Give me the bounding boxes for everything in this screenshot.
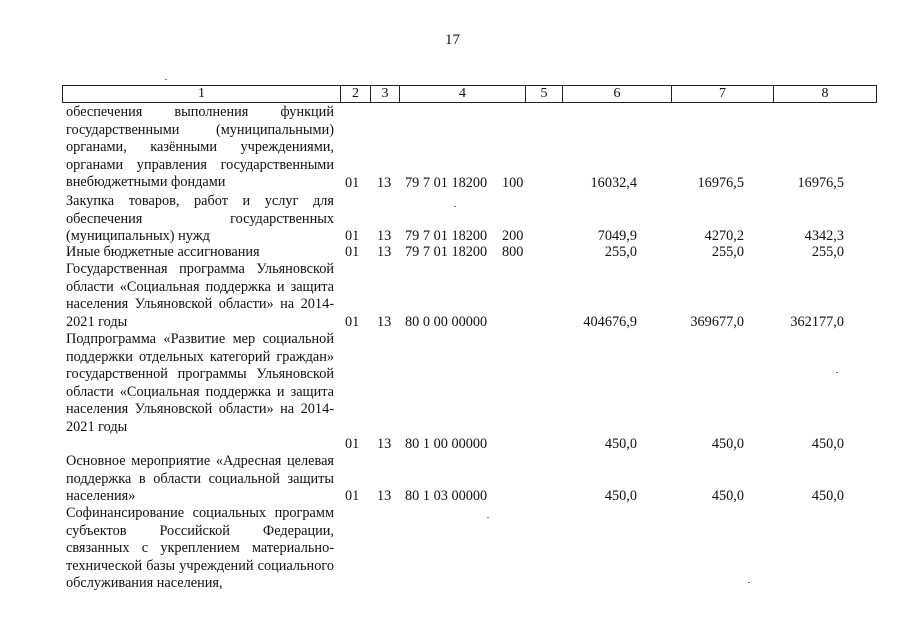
row-amount-col6: 7049,9 [597,228,637,244]
column-header-7: 7 [672,86,774,103]
row-expense-type: 100 [502,175,524,191]
scan-speck [165,79,167,80]
row-amount-col8: 450,0 [811,488,844,504]
column-header-4: 4 [400,86,526,103]
row-subsection: 13 [377,228,392,244]
row-amount-col7: 450,0 [711,436,744,452]
row-target-code: 80 0 00 00000 [405,314,488,330]
row-section: 01 [345,244,360,260]
row-description: Закупка товаров, работ и услуг для обеспечения государственных (муниципальных) нужд [66,193,334,245]
scan-speck [748,582,750,583]
row-subsection: 13 [377,244,392,260]
page-number: 17 [445,32,460,48]
row-section: 01 [345,228,360,244]
row-target-code: 79 7 01 18200 [405,228,488,244]
column-header-2: 2 [341,86,371,103]
row-target-code: 79 7 01 18200 [405,244,488,260]
row-amount-col7: 369677,0 [690,314,744,330]
row-subsection: 13 [377,175,392,191]
row-amount-col6: 255,0 [604,244,637,260]
row-description: обеспечения выполнения функций государственными (муниципальными) органами, казёнными учреждениями, органами управления государственными внебюджетными фондами [66,104,334,191]
row-amount-col7: 4270,2 [704,228,744,244]
column-header-6: 6 [563,86,672,103]
scan-speck [487,517,489,518]
row-amount-col7: 16976,5 [697,175,744,191]
column-header-3: 3 [371,86,400,103]
column-header-1: 1 [63,86,341,103]
row-target-code: 80 1 00 00000 [405,436,488,452]
row-description: Основное мероприятие «Адресная целевая поддержка в области социальной защиты населения» [66,453,334,505]
row-amount-col6: 16032,4 [590,175,637,191]
row-expense-type: 200 [502,228,524,244]
scan-speck [836,372,838,373]
row-description: Софинансирование социальных программ субъектов Российской Федерации, связанных с укреплением материально-технической базы учреждений социального обслуживания населения, [66,505,334,592]
column-header-8: 8 [774,86,877,103]
row-amount-col8: 16976,5 [797,175,844,191]
row-target-code: 79 7 01 18200 [405,175,488,191]
row-expense-type: 800 [502,244,524,260]
row-subsection: 13 [377,436,392,452]
row-subsection: 13 [377,314,392,330]
row-amount-col6: 404676,9 [583,314,637,330]
row-amount-col8: 255,0 [811,244,844,260]
row-section: 01 [345,175,360,191]
column-header-table [62,85,877,103]
row-amount-col6: 450,0 [604,488,637,504]
column-header-row [63,86,877,103]
row-amount-col8: 362177,0 [790,314,844,330]
row-subsection: 13 [377,488,392,504]
row-description: Подпрограмма «Развитие мер социальной поддержки отдельных категорий граждан» государственной программы Ульяновской области «Социальная поддержка и защита населения Ульяновской области» на 2014-2021 годы [66,331,334,435]
row-amount-col7: 255,0 [711,244,744,260]
row-section: 01 [345,488,360,504]
row-description: Иные бюджетные ассигнования [66,244,260,260]
row-amount-col6: 450,0 [604,436,637,452]
row-amount-col7: 450,0 [711,488,744,504]
row-target-code: 80 1 03 00000 [405,488,488,504]
column-header-5: 5 [526,86,563,103]
row-section: 01 [345,314,360,330]
row-description: Государственная программа Ульяновской области «Социальная поддержка и защита населения Ульяновской области» на 2014-2021 годы [66,261,334,330]
row-amount-col8: 4342,3 [804,228,844,244]
row-section: 01 [345,436,360,452]
scan-speck [454,206,456,207]
row-amount-col8: 450,0 [811,436,844,452]
